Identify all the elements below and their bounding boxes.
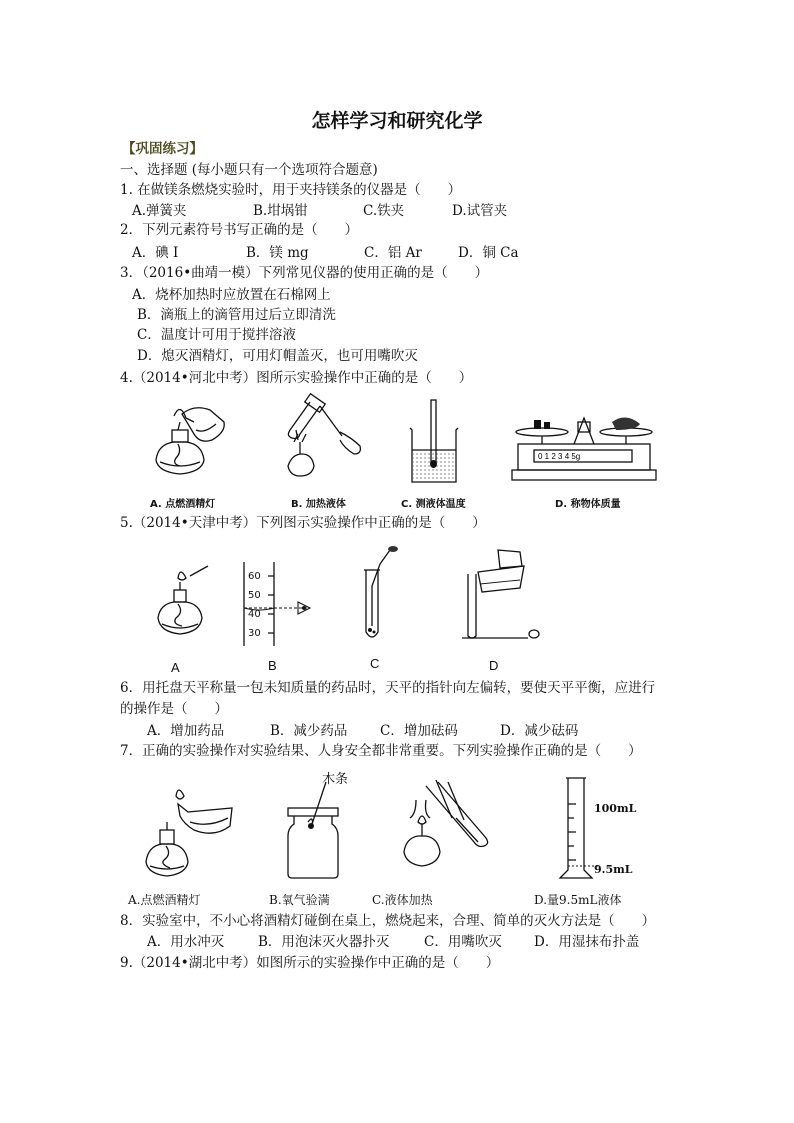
q7-caption-c: C.液体加热 [372, 893, 433, 907]
q1-option-d: D.试管夹 [452, 203, 508, 219]
q8-option-d: D．用湿抹布扑盖 [534, 934, 640, 950]
q5-tick-40: 40 [248, 609, 261, 620]
q8-stem: 8．实验室中，不小心将酒精灯碰倒在桌上，燃烧起来，合理、简单的灭火方法是（ ） [120, 913, 656, 929]
q6-option-a: A．增加药品 [147, 723, 225, 739]
q3-option-a: A．烧杯加热时应放置在石棉网上 [132, 287, 331, 303]
q4-figure-d [508, 408, 658, 488]
q5-figure-a [150, 552, 212, 648]
q2-option-a: A．碘 I [132, 245, 179, 261]
q2-option-b: B．镁 mg [246, 245, 309, 261]
q1-option-a: A.弹簧夹 [132, 203, 187, 219]
q7-caption-d: D.量9.5mL液体 [534, 893, 622, 907]
q4-caption-d: D. 称物体质量 [555, 499, 621, 510]
q5-stem: 5.（2014•天津中考）下列图示实验操作中正确的是（ ） [120, 515, 486, 531]
q7-figure-a [140, 782, 240, 882]
q9-stem: 9.（2014•湖北中考）如图所示的实验操作中正确的是（ ） [120, 955, 500, 971]
q8-option-a: A．用水冲灭 [147, 934, 225, 950]
q1-option-b: B.坩埚钳 [253, 203, 308, 219]
q7-label-wood: 木条 [322, 772, 349, 787]
q6-option-d: D．减少砝码 [500, 723, 579, 739]
q7-label-9-5ml: 9.5mL [594, 863, 633, 876]
q3-option-b: B．滴瓶上的滴管用过后立即清洗 [137, 307, 336, 323]
q7-label-100ml: 100mL [594, 802, 637, 815]
q5-letter-a: A [171, 660, 180, 675]
q1-option-c: C.铁夹 [363, 203, 405, 219]
q3-stem: 3．（2016•曲靖一模）下列常见仪器的使用正确的是（ ） [120, 265, 489, 281]
q2-option-c: C．铝 Ar [364, 245, 422, 261]
q7-caption-b: B.氧气验满 [269, 893, 330, 907]
q5-letter-d: D [489, 658, 499, 673]
q6-stem-line1: 6．用托盘天平称量一包未知质量的药品时，天平的指针向左偏转，要使天平平衡，应进行 [120, 680, 656, 696]
q4-stem: 4.（2014•河北中考）图所示实验操作中正确的是（ ） [120, 370, 473, 386]
q5-figure-c [356, 546, 406, 646]
q4-caption-c: C. 测液体温度 [401, 499, 466, 510]
q8-option-c: C．用嘴吹灭 [424, 934, 502, 950]
svg-text:0 1 2 3 4 5g: 0 1 2 3 4 5g [538, 452, 581, 461]
q6-option-b: B．减少药品 [270, 723, 348, 739]
q6-stem-line2: 的操作是（ ） [120, 701, 228, 717]
page-title: 怎样学习和研究化学 [311, 110, 483, 132]
q5-figure-d [458, 548, 558, 644]
q7-caption-a: A.点燃酒精灯 [128, 893, 201, 907]
q5-letter-c: C [370, 656, 380, 671]
q6-option-c: C．增加砝码 [380, 723, 458, 739]
q5-tick-50: 50 [248, 590, 261, 601]
q8-option-b: B．用泡沫灭火器扑灭 [258, 934, 390, 950]
q7-figure-c [396, 778, 496, 884]
q2-option-d: D．铜 Ca [458, 245, 519, 261]
q7-figure-b [282, 778, 362, 882]
q4-figure-c [404, 398, 464, 488]
q4-figure-b [270, 396, 370, 488]
q2-stem: 2．下列元素符号书写正确的是（ ） [120, 222, 359, 238]
q4-figure-a [146, 400, 236, 490]
section-heading: 【巩固练习】 [122, 141, 203, 157]
q4-caption-b: B. 加热液体 [291, 499, 346, 510]
q1-stem: 1. 在做镁条燃烧实验时，用于夹持镁条的仪器是（ ） [120, 182, 462, 198]
part-heading: 一、选择题 (每小题只有一个选项符合题意) [120, 162, 378, 178]
q5-tick-30: 30 [248, 628, 261, 639]
q3-option-d: D．熄灭酒精灯，可用灯帽盖灭，也可用嘴吹灭 [137, 348, 418, 364]
q3-option-c: C．温度计可用于搅拌溶液 [137, 327, 296, 343]
q4-caption-a: A. 点燃酒精灯 [150, 499, 216, 510]
q5-letter-b: B [268, 658, 277, 673]
q7-stem: 7．正确的实验操作对实验结果、人身安全都非常重要。下列实验操作正确的是（ ） [120, 743, 642, 759]
q5-tick-60: 60 [248, 571, 261, 582]
